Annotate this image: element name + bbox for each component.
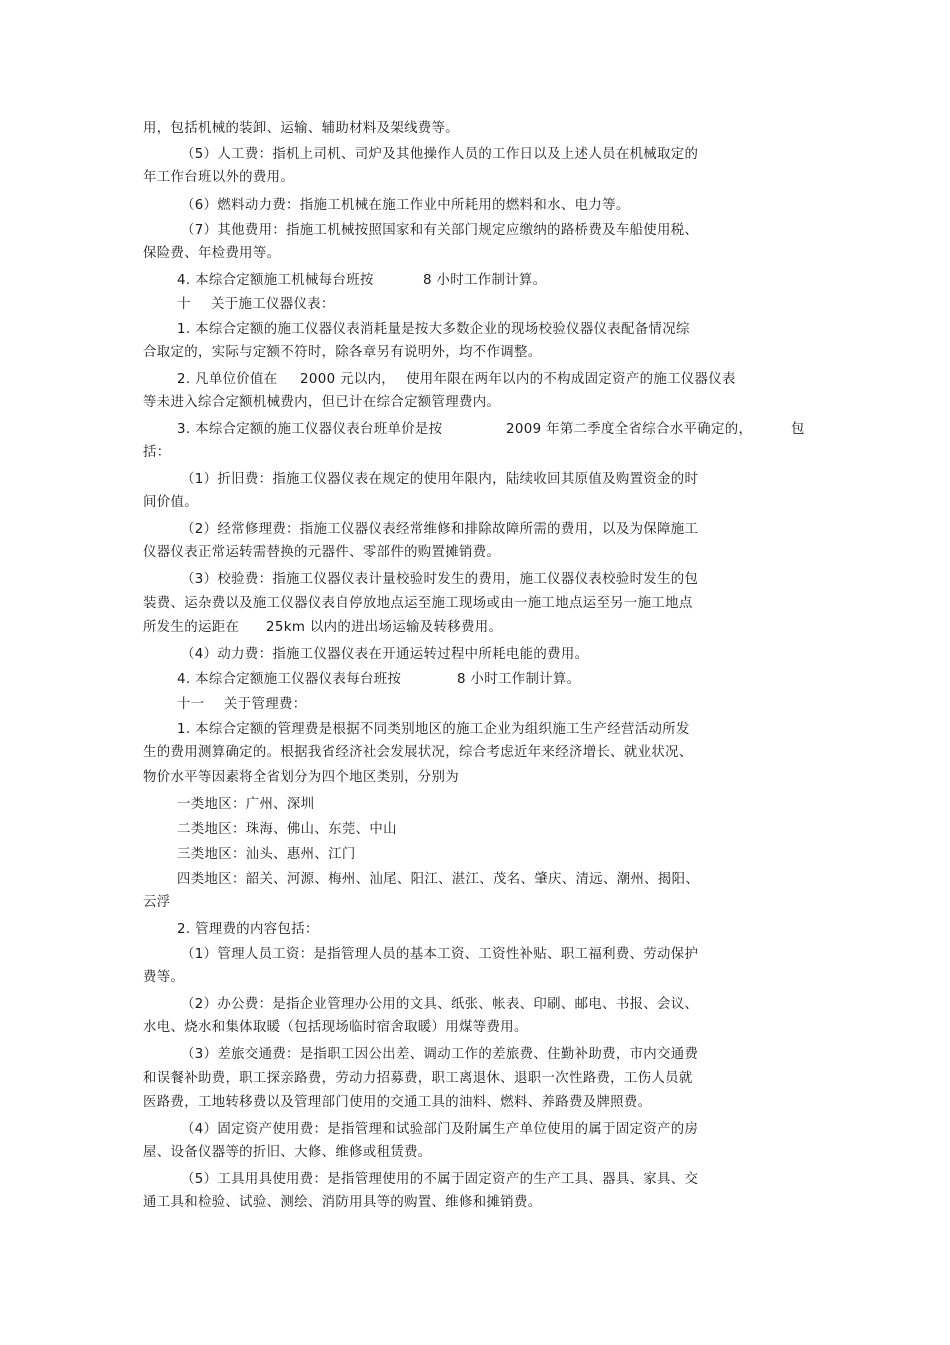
- text-line: 年工作台班以外的费用。: [143, 170, 295, 185]
- text-line: 屋、设备仪器等的折旧、大修、维修或租赁费。: [143, 1145, 432, 1160]
- text-line: 8 小时工作制计算。: [423, 273, 547, 288]
- text-line: 合取定的，实际与定额不符时，除各章另有说明外，均不作调整。: [143, 345, 542, 360]
- section-number: 十: [177, 297, 191, 312]
- text-line: 间价值。: [143, 495, 198, 510]
- text-line: 等未进入综合定额机械费内，但已计在综合定额管理费内。: [143, 395, 501, 410]
- text-line: 装费、运杂费以及施工仪器仪表自停放地点运至施工现场或由一施工地点运至另一施工地点: [143, 596, 693, 611]
- text-line: （7）其他费用：指施工机械按照国家和有关部门规定应缴纳的路桥费及车船使用税、: [181, 223, 699, 238]
- text-line: 2. 凡单位价值在: [177, 372, 278, 387]
- text-line: 2. 管理费的内容包括：: [177, 922, 319, 937]
- section-number: 十一: [177, 697, 205, 712]
- text-line: （1）管理人员工资：是指管理人员的基本工资、工资性补贴、职工福利费、劳动保护: [181, 947, 699, 962]
- text-line: 和误餐补助费，职工探亲路费，劳动力招募费，职工离退休、退职一次性路费，工伤人员就: [143, 1071, 693, 1086]
- text-line: 1. 本综合定额的施工仪器仪表消耗量是按大多数企业的现场校验仪器仪表配备情况综: [177, 322, 690, 337]
- section-heading: 关于施工仪器仪表：: [211, 297, 335, 312]
- text-line: （4）固定资产使用费：是指管理和试验部门及附属生产单位使用的属于固定资产的房: [181, 1122, 699, 1137]
- text-line: 用，包括机械的装卸、运输、辅助材料及架线费等。: [143, 121, 460, 136]
- text-line: 8 小时工作制计算。: [457, 672, 581, 687]
- text-line: （1）折旧费：指施工仪器仪表在规定的使用年限内，陆续收回其原值及购置资金的时: [181, 472, 699, 487]
- text-line: 费等。: [143, 970, 185, 985]
- text-line: （3）差旅交通费：是指职工因公出差、调动工作的差旅费、住勤补助费，市内交通费: [181, 1047, 699, 1062]
- text-line: 所发生的运距在: [143, 620, 240, 635]
- text-line: 2009 年第二季度全省综合水平确定的，: [506, 422, 753, 437]
- text-line: 四类地区：韶关、河源、梅州、汕尾、阳江、湛江、茂名、肇庆、清远、潮州、揭阳、: [177, 872, 700, 887]
- text-line: 物价水平等因素将全省划分为四个地区类别，分别为: [143, 770, 460, 785]
- text-line: 生的费用测算确定的。根据我省经济社会发展状况，综合考虑近年来经济增长、就业状况、: [143, 745, 693, 760]
- text-line: （2）经常修理费：指施工仪器仪表经常维修和排除故障所需的费用，以及为保障施工: [181, 522, 699, 537]
- text-line: 括：: [143, 445, 171, 460]
- text-line: 一类地区：广州、深圳: [177, 797, 315, 812]
- text-line: 2000 元以内，: [300, 372, 396, 387]
- text-line: （5）人工费：指机上司机、司炉及其他操作人员的工作日以及上述人员在机械取定的: [181, 147, 699, 162]
- text-line: （6）燃料动力费：指施工机械在施工作业中所耗用的燃料和水、电力等。: [181, 198, 630, 213]
- text-line: （3）校验费：指施工仪器仪表计量校验时发生的费用，施工仪器仪表校验时发生的包: [181, 572, 699, 587]
- text-line: 包: [791, 422, 805, 437]
- text-line: 云浮: [143, 895, 171, 910]
- section-heading: 关于管理费：: [224, 697, 307, 712]
- text-line: 使用年限在两年以内的不构成固定资产的施工仪器仪表: [406, 372, 736, 387]
- text-line: 医路费，工地转移费以及管理部门使用的交通工具的油料、燃料、养路费及牌照费。: [143, 1095, 652, 1110]
- text-line: （2）办公费：是指企业管理办公用的文具、纸张、帐表、印刷、邮电、书报、会议、: [181, 997, 699, 1012]
- text-line: 三类地区：汕头、惠州、江门: [177, 847, 356, 862]
- text-line: 二类地区：珠海、佛山、东莞、中山: [177, 822, 397, 837]
- text-line: 4. 本综合定额施工机械每台班按: [177, 273, 374, 288]
- text-line: 3. 本综合定额的施工仪器仪表台班单价是按: [177, 422, 443, 437]
- text-line: （4）动力费：指施工仪器仪表在开通运转过程中所耗电能的费用。: [181, 647, 589, 662]
- text-line: 仪器仪表正常运转需替换的元器件、零部件的购置摊销费。: [143, 545, 501, 560]
- text-line: 水电、烧水和集体取暖（包括现场临时宿舍取暖）用煤等费用。: [143, 1020, 528, 1035]
- text-line: 25km 以内的进出场运输及转移费用。: [266, 620, 503, 635]
- text-line: 保险费、年检费用等。: [143, 246, 281, 261]
- text-line: （5）工具用具使用费：是指管理使用的不属于固定资产的生产工具、器具、家具、交: [181, 1172, 699, 1187]
- text-line: 4. 本综合定额施工仪器仪表每台班按: [177, 672, 402, 687]
- text-line: 1. 本综合定额的管理费是根据不同类别地区的施工企业为组织施工生产经营活动所发: [177, 722, 690, 737]
- text-line: 通工具和检验、试验、测绘、消防用具等的购置、维修和摊销费。: [143, 1195, 542, 1210]
